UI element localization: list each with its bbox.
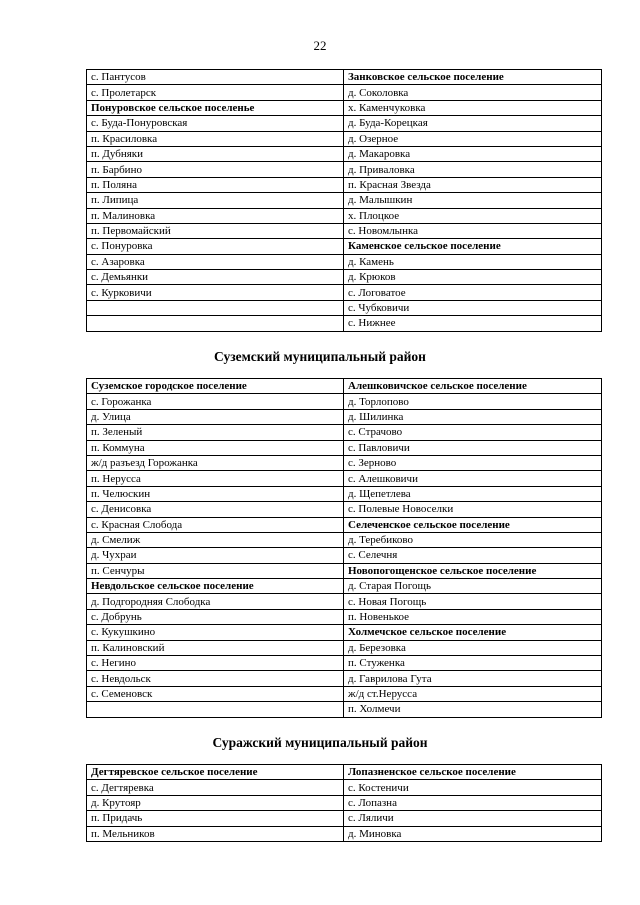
table-row <box>87 85 602 100</box>
settlement-cell: с. Азаровка <box>87 254 344 269</box>
settlement-cell: с. Буда-Понуровская <box>87 116 344 131</box>
table-row <box>87 765 602 780</box>
settlement-cell: д. Крутояр <box>87 795 344 810</box>
settlement-cell: с. Лопазна <box>344 795 602 810</box>
settlement-cell: с. Дегтяревка <box>87 780 344 795</box>
table-row <box>87 625 602 640</box>
settlement-cell: д. Макаровка <box>344 146 602 161</box>
settlement-cell: с. Павловичи <box>344 440 602 455</box>
table-row <box>87 532 602 547</box>
settlement-group-heading: Понуровское сельское поселенье <box>87 100 344 115</box>
settlement-cell: с. Пантусов <box>87 70 344 85</box>
settlement-cell: п. Липица <box>87 193 344 208</box>
settlement-cell: п. Сенчуры <box>87 563 344 578</box>
table-row <box>87 440 602 455</box>
table-row <box>87 579 602 594</box>
settlement-group-heading: Каменское сельское поселение <box>344 239 602 254</box>
table-row <box>87 671 602 686</box>
settlement-group-heading: Селеченское сельское поселение <box>344 517 602 532</box>
settlement-cell: с. Новая Погощь <box>344 594 602 609</box>
settlement-cell: с. Курковичи <box>87 285 344 300</box>
table-row <box>87 780 602 795</box>
settlement-cell: с. Понуровка <box>87 239 344 254</box>
settlement-cell: с. Полевые Новоселки <box>344 502 602 517</box>
table-row <box>87 517 602 532</box>
settlement-cell: п. Стуженка <box>344 656 602 671</box>
settlement-cell: п. Коммуна <box>87 440 344 455</box>
settlement-cell: д. Подгородняя Слободка <box>87 594 344 609</box>
settlement-group-heading: Суземское городское поселение <box>87 379 344 394</box>
table-row <box>87 656 602 671</box>
settlement-cell: п. Зеленый <box>87 425 344 440</box>
settlement-cell: п. Барбино <box>87 162 344 177</box>
settlement-cell: с. Чубковичи <box>344 300 602 315</box>
table-row <box>87 254 602 269</box>
settlements-table-surazhsky <box>86 764 602 842</box>
section-title-surazhsky: Суражский муниципальный район <box>212 735 428 750</box>
table-row <box>87 131 602 146</box>
table-row <box>87 594 602 609</box>
settlement-cell: д. Гаврилова Гута <box>344 671 602 686</box>
settlement-group-heading: Холмечское сельское поселение <box>344 625 602 640</box>
settlement-cell: д. Щепетлева <box>344 486 602 501</box>
table-row <box>87 146 602 161</box>
settlement-cell: п. Мельников <box>87 826 344 841</box>
settlement-cell: с. Кукушкино <box>87 625 344 640</box>
table-row <box>87 100 602 115</box>
table-row <box>87 409 602 424</box>
table-row <box>87 316 602 331</box>
table-row <box>87 563 602 578</box>
table-row <box>87 193 602 208</box>
settlement-cell: х. Каменчуковка <box>344 100 602 115</box>
settlement-cell: п. Первомайский <box>87 223 344 238</box>
settlement-cell: д. Теребиково <box>344 532 602 547</box>
table-row <box>87 116 602 131</box>
table-row <box>87 486 602 501</box>
table-body <box>87 70 602 332</box>
settlement-cell: с. Горожанка <box>87 394 344 409</box>
settlement-cell: д. Буда-Корецкая <box>344 116 602 131</box>
table-row <box>87 177 602 192</box>
settlement-cell: с. Демьянки <box>87 270 344 285</box>
settlement-cell <box>87 316 344 331</box>
table-row <box>87 270 602 285</box>
settlement-group-heading: Невдольское сельское поселение <box>87 579 344 594</box>
table-row <box>87 455 602 470</box>
table-row <box>87 640 602 655</box>
settlement-group-heading: Занковское сельское поселение <box>344 70 602 85</box>
settlement-cell: с. Костеничи <box>344 780 602 795</box>
settlement-cell: п. Холмечи <box>344 702 602 717</box>
settlement-group-heading: Новопогощенское сельское поселение <box>344 563 602 578</box>
settlement-cell: п. Дубняки <box>87 146 344 161</box>
settlement-cell: д. Торлопово <box>344 394 602 409</box>
section-title-suzemsky: Суземский муниципальный район <box>214 349 426 364</box>
settlement-cell: с. Денисовка <box>87 502 344 517</box>
settlement-cell: с. Пролетарск <box>87 85 344 100</box>
settlement-cell: д. Соколовка <box>344 85 602 100</box>
table-body <box>87 765 602 842</box>
settlement-cell: с. Семеновск <box>87 686 344 701</box>
settlement-cell: д. Шилинка <box>344 409 602 424</box>
table-row <box>87 811 602 826</box>
settlement-cell: д. Камень <box>344 254 602 269</box>
table-row <box>87 502 602 517</box>
settlement-cell: п. Новенькое <box>344 609 602 624</box>
settlement-cell: д. Старая Погощь <box>344 579 602 594</box>
settlement-cell: с. Красная Слобода <box>87 517 344 532</box>
table-row <box>87 162 602 177</box>
settlement-cell: д. Смелиж <box>87 532 344 547</box>
settlement-cell: ж/д разъезд Горожанка <box>87 455 344 470</box>
settlement-cell: п. Красная Звезда <box>344 177 602 192</box>
settlements-table-1 <box>86 69 602 332</box>
table-row <box>87 208 602 223</box>
table-row <box>87 285 602 300</box>
settlement-group-heading: Дегтяревское сельское поселение <box>87 765 344 780</box>
settlement-cell: п. Придачь <box>87 811 344 826</box>
settlement-cell: с. Добрунь <box>87 609 344 624</box>
settlement-cell: с. Новомлынка <box>344 223 602 238</box>
settlement-cell: ж/д ст.Нерусса <box>344 686 602 701</box>
settlement-cell: с. Страчово <box>344 425 602 440</box>
settlement-cell: п. Поляна <box>87 177 344 192</box>
settlement-cell: п. Челюскин <box>87 486 344 501</box>
settlement-cell: с. Логоватое <box>344 285 602 300</box>
page-number: 22 <box>313 38 327 53</box>
table-row <box>87 70 602 85</box>
settlement-cell: с. Нижнее <box>344 316 602 331</box>
settlement-cell: п. Нерусса <box>87 471 344 486</box>
settlement-cell: п. Малиновка <box>87 208 344 223</box>
table-row <box>87 609 602 624</box>
table-row <box>87 300 602 315</box>
settlement-cell: п. Калиновский <box>87 640 344 655</box>
table-body <box>87 379 602 718</box>
settlement-cell: х. Плоцкое <box>344 208 602 223</box>
settlement-cell: с. Ляличи <box>344 811 602 826</box>
table-row <box>87 702 602 717</box>
table-row <box>87 223 602 238</box>
settlement-cell <box>87 300 344 315</box>
table-row <box>87 686 602 701</box>
settlement-group-heading: Алешковичское сельское поселение <box>344 379 602 394</box>
settlement-cell: д. Малышкин <box>344 193 602 208</box>
settlement-cell: д. Чухраи <box>87 548 344 563</box>
table-row <box>87 394 602 409</box>
settlement-cell: д. Улица <box>87 409 344 424</box>
settlements-table-suzemsky <box>86 378 602 718</box>
settlement-cell <box>87 702 344 717</box>
table-row <box>87 826 602 841</box>
table-row <box>87 471 602 486</box>
settlement-cell: с. Невдольск <box>87 671 344 686</box>
settlement-cell: д. Березовка <box>344 640 602 655</box>
table-row <box>87 548 602 563</box>
settlement-cell: с. Зерново <box>344 455 602 470</box>
table-row <box>87 795 602 810</box>
settlement-cell: д. Миновка <box>344 826 602 841</box>
table-row <box>87 425 602 440</box>
table-row <box>87 239 602 254</box>
settlement-cell: с. Селечня <box>344 548 602 563</box>
table-row <box>87 379 602 394</box>
settlement-cell: д. Озерное <box>344 131 602 146</box>
settlement-cell: с. Негино <box>87 656 344 671</box>
settlement-cell: п. Красиловка <box>87 131 344 146</box>
settlement-cell: д. Крюков <box>344 270 602 285</box>
settlement-group-heading: Лопазненское сельское поселение <box>344 765 602 780</box>
settlement-cell: с. Алешковичи <box>344 471 602 486</box>
settlement-cell: д. Приваловка <box>344 162 602 177</box>
